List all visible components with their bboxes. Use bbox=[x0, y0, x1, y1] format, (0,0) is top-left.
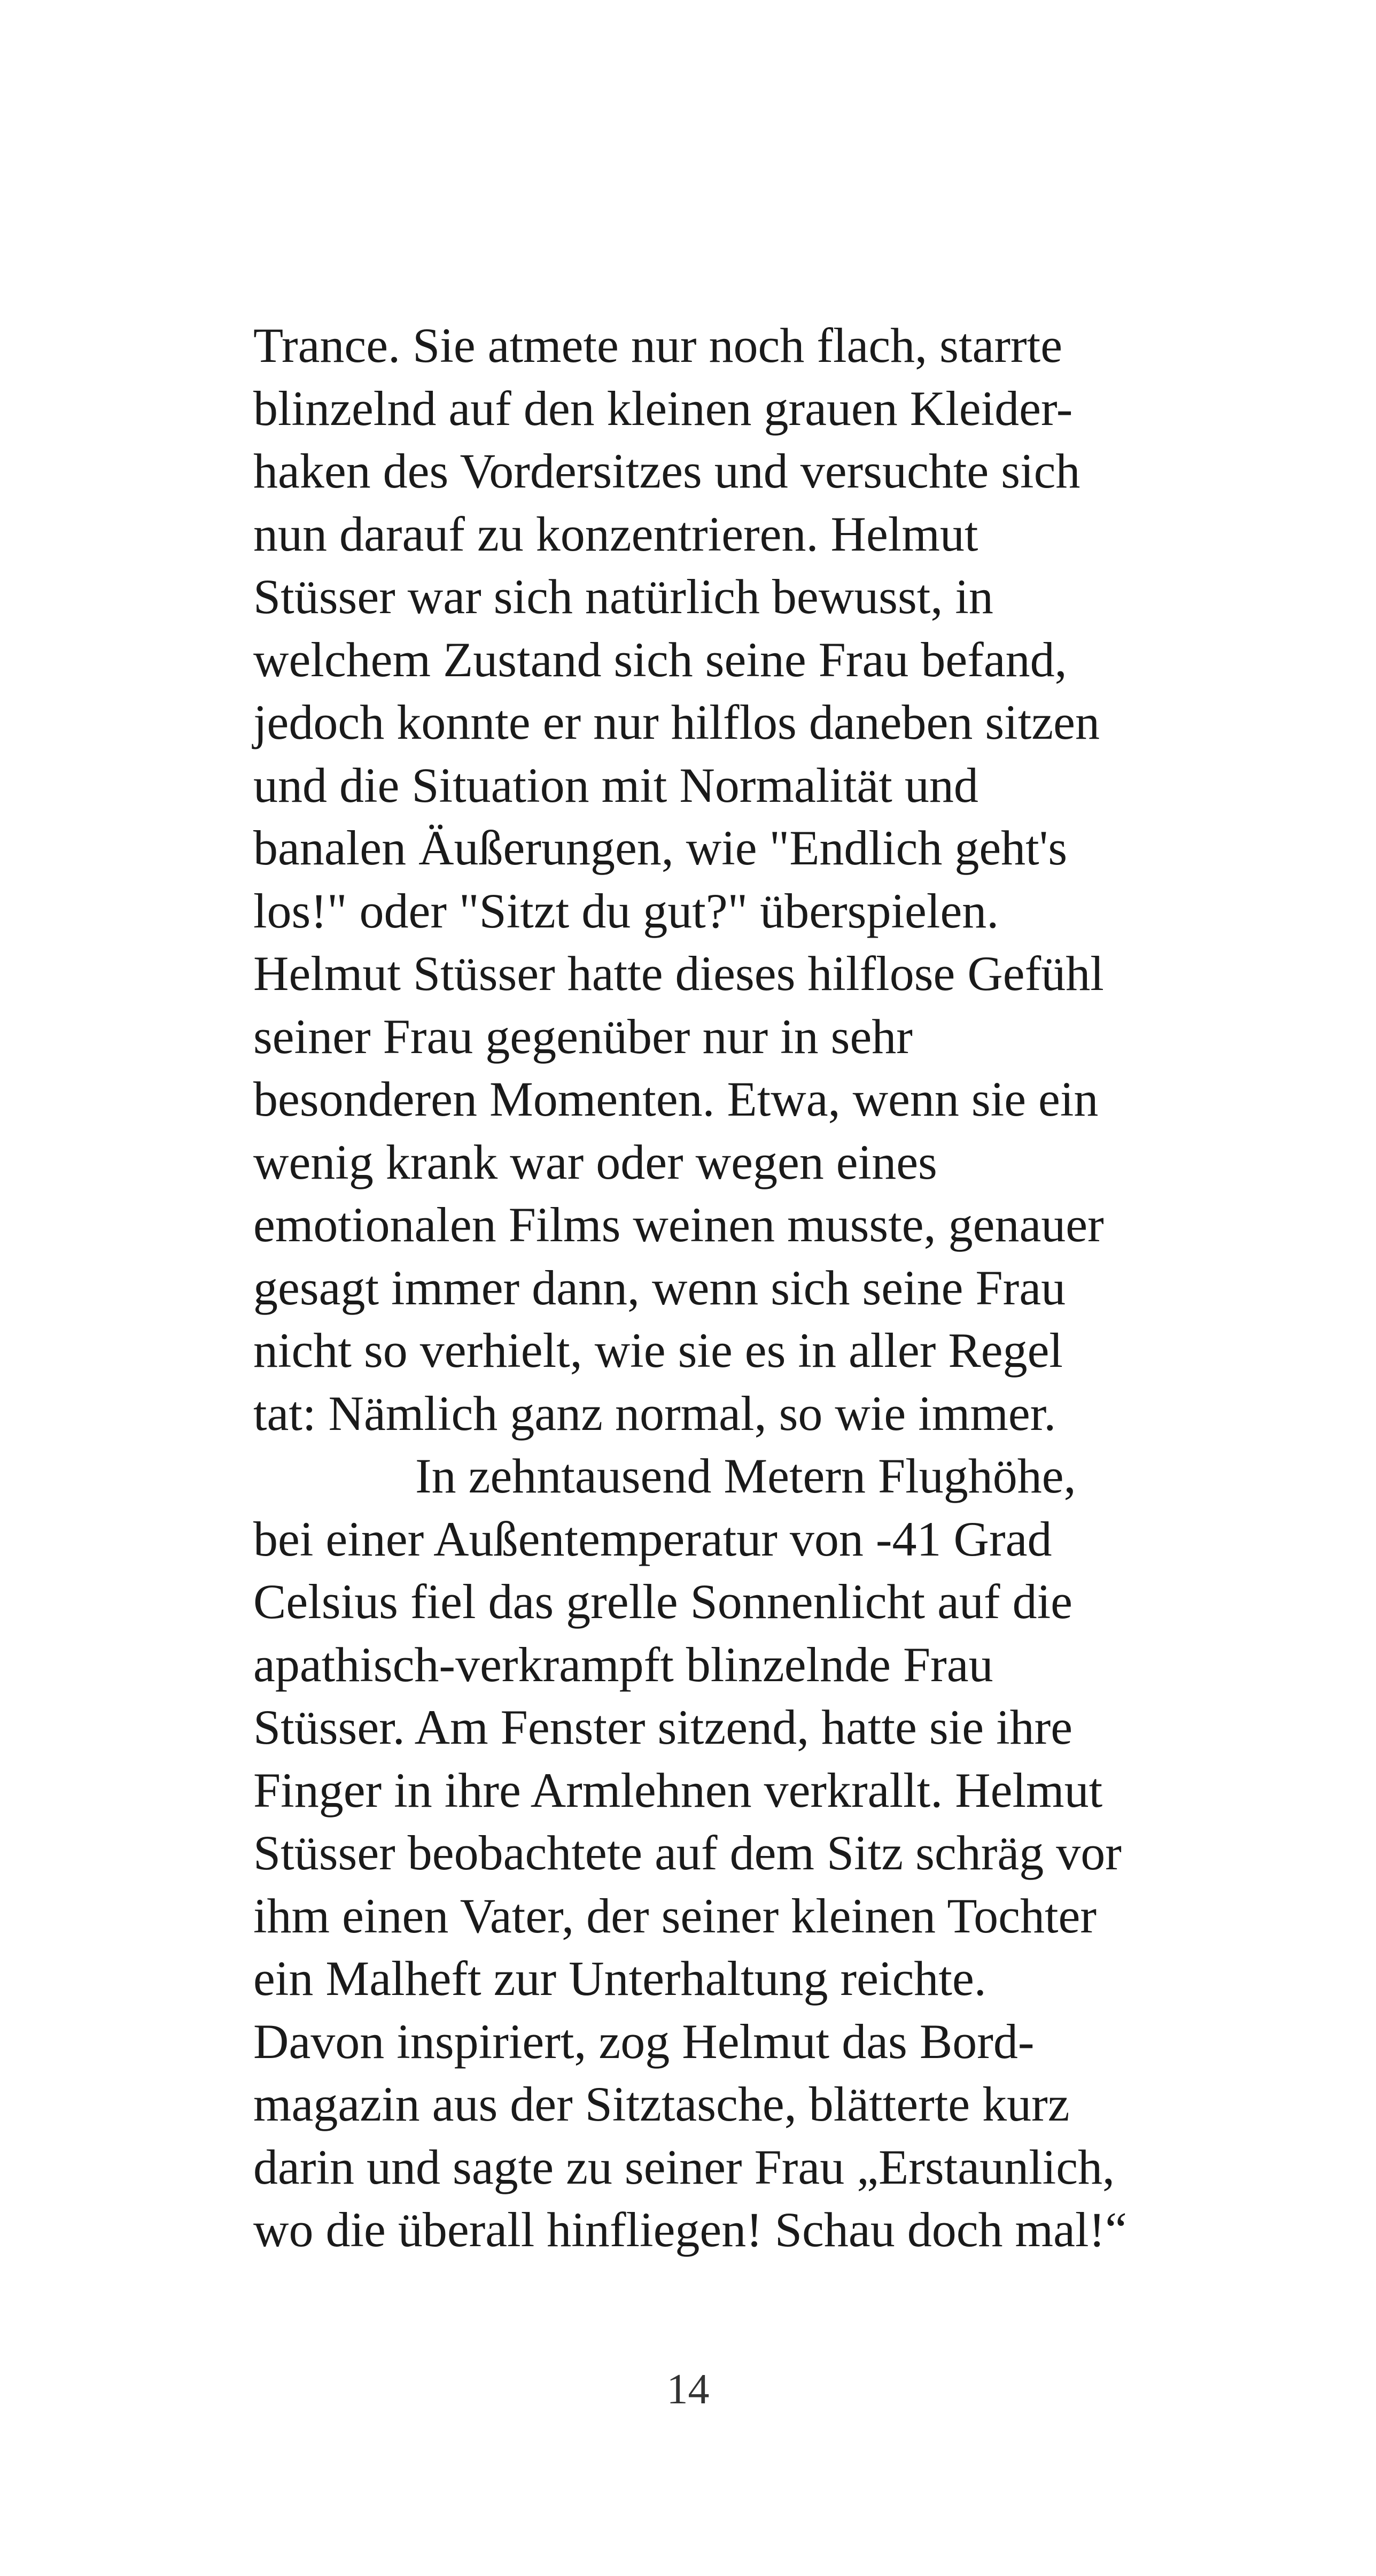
text-line: Finger in ihre Armlehnen verkrallt. Helmut bbox=[253, 1762, 1103, 1817]
text-line: tat: Nämlich ganz normal, so wie immer. bbox=[253, 1386, 1056, 1441]
text-line: blinzelnd auf den kleinen grauen Kleider- bbox=[253, 381, 1073, 436]
text-line: bei einer Außentemperatur von -41 Grad bbox=[253, 1511, 1052, 1566]
text-line: gesagt immer dann, wenn sich seine Frau bbox=[253, 1260, 1066, 1315]
text-line: welchem Zustand sich seine Frau befand, bbox=[253, 632, 1067, 687]
text-line: ein Malheft zur Unterhaltung reichte. bbox=[253, 1951, 986, 2006]
text-line: seiner Frau gegenüber nur in sehr bbox=[253, 1009, 913, 1064]
text-line: wenig krank war oder wegen eines bbox=[253, 1134, 937, 1189]
text-line: nicht so verhielt, wie sie es in aller Regel bbox=[253, 1323, 1063, 1378]
text-line: Stüsser war sich natürlich bewusst, in bbox=[253, 569, 993, 624]
text-line: Stüsser beobachtete auf dem Sitz schräg vor bbox=[253, 1825, 1122, 1880]
text-line: los!" oder "Sitzt du gut?" überspielen. bbox=[253, 883, 999, 938]
text-line: emotionalen Films weinen musste, genauer bbox=[253, 1197, 1104, 1252]
text-line: besonderen Momenten. Etwa, wenn sie ein bbox=[253, 1072, 1099, 1126]
text-line: Davon inspiriert, zog Helmut das Bord- bbox=[253, 2014, 1035, 2069]
text-line: magazin aus der Sitztasche, blätterte kurz bbox=[253, 2077, 1070, 2131]
text-line: Trance. Sie atmete nur noch flach, starrte bbox=[253, 318, 1063, 373]
body-text bbox=[253, 314, 1183, 2262]
text-line: darin und sagte zu seiner Frau „Erstaunlich, bbox=[253, 2139, 1115, 2194]
text-line: ihm einen Vater, der seiner kleinen Tochter bbox=[253, 1888, 1097, 1943]
text-line: Helmut Stüsser hatte dieses hilflose Gefühl bbox=[253, 946, 1104, 1001]
text-line: banalen Äußerungen, wie "Endlich geht's bbox=[253, 821, 1068, 875]
text-line: und die Situation mit Normalität und bbox=[253, 757, 978, 813]
text-line: jedoch konnte er nur hilflos daneben sitzen bbox=[253, 695, 1100, 749]
paragraph-start-line: In zehntausend Metern Flughöhe, bbox=[415, 1449, 1076, 1503]
text-line: Stüsser. Am Fenster sitzend, hatte sie ihre bbox=[253, 1700, 1073, 1754]
text-line: nun darauf zu konzentrieren. Helmut bbox=[253, 506, 978, 561]
text-line: wo die überall hinfliegen! Schau doch mal!“ bbox=[253, 2202, 1127, 2257]
text-line: apathisch-verkrampft blinzelnde Frau bbox=[253, 1637, 993, 1692]
text-line: haken des Vordersitzes und versuchte sich bbox=[253, 444, 1080, 498]
page-number: 14 bbox=[666, 2366, 710, 2413]
text-line: Celsius fiel das grelle Sonnenlicht auf die bbox=[253, 1574, 1072, 1629]
